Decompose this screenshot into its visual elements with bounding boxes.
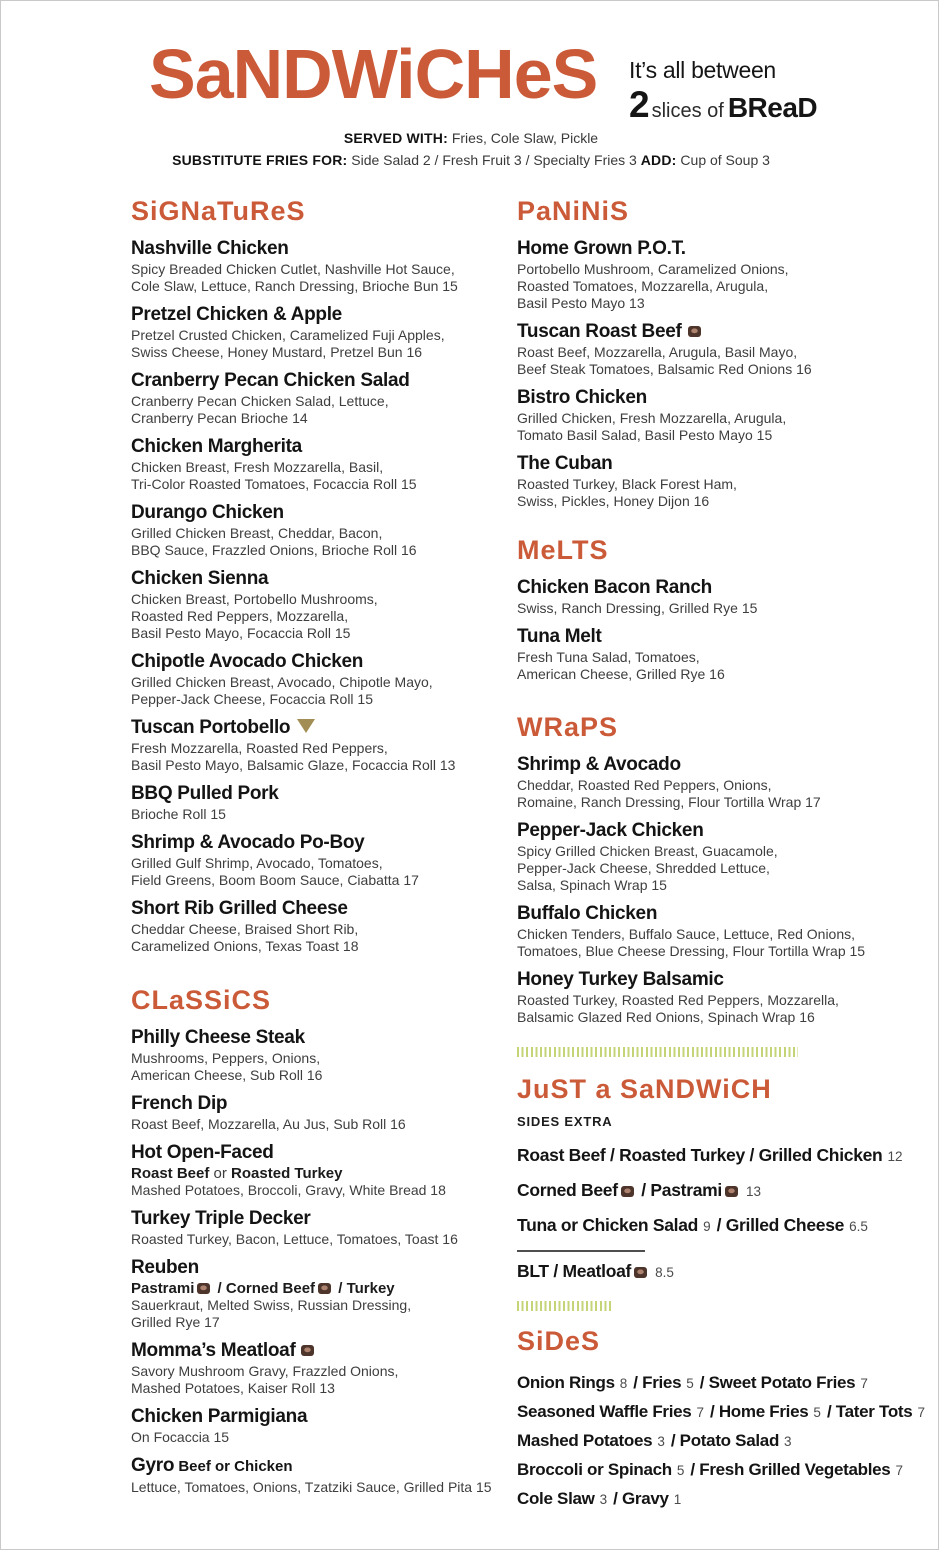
meat-icon bbox=[621, 1186, 634, 1197]
section-title-wraps: WRaPS bbox=[517, 712, 619, 742]
menu-item-name bbox=[131, 1207, 491, 1231]
vegetarian-icon bbox=[297, 719, 315, 733]
tagline-line1: It’s all between bbox=[629, 57, 776, 83]
menu-row bbox=[517, 1180, 939, 1202]
items-list-wraps bbox=[517, 753, 939, 1026]
menu-item-description: Mashed Potatoes, Broccoli, Gravy, White Bread 18 bbox=[131, 1182, 446, 1198]
menu-item-name bbox=[517, 452, 939, 476]
menu-item-title-text: Pretzel Chicken & Apple bbox=[131, 304, 342, 325]
divider-line bbox=[517, 1250, 645, 1252]
items-list-paninis bbox=[517, 237, 939, 510]
menu-item-name bbox=[131, 303, 491, 327]
section-title-signatures: SiGNaTuReS bbox=[131, 196, 306, 226]
served-with-line bbox=[141, 127, 801, 149]
menu-item bbox=[131, 1141, 491, 1199]
menu-row bbox=[517, 1489, 939, 1510]
menu-item-description: Portobello Mushroom, Caramelized Onions, bbox=[517, 261, 789, 277]
row-price: 5 bbox=[813, 1405, 821, 1420]
row-item-name: Seasoned Waffle Fries bbox=[517, 1402, 692, 1421]
menu-item-description: Savory Mushroom Gravy, Frazzled Onions, bbox=[131, 1363, 399, 1379]
menu-item-description: Cranberry Pecan Brioche 14 bbox=[131, 410, 308, 426]
section-title-melts: MeLTS bbox=[517, 535, 609, 565]
menu-item-name bbox=[517, 576, 939, 600]
menu-item-description: Grilled Chicken Breast, Avocado, Chipotle Mayo, bbox=[131, 674, 433, 690]
menu-item-title-text: Chicken Bacon Ranch bbox=[517, 577, 712, 598]
meat-icon bbox=[634, 1267, 647, 1278]
menu-item bbox=[131, 831, 491, 889]
tick-divider bbox=[517, 1047, 798, 1057]
menu-item-subtitle bbox=[131, 1165, 491, 1182]
menu-item bbox=[131, 567, 491, 642]
menu-item bbox=[131, 369, 491, 427]
menu-item bbox=[131, 1454, 491, 1496]
row-item-name: Mashed Potatoes bbox=[517, 1431, 653, 1450]
section-title-just-a-sandwich: JuST a SaNDWiCH bbox=[517, 1074, 772, 1104]
menu-item-name bbox=[517, 753, 939, 777]
menu-item-name bbox=[131, 1141, 491, 1165]
menu-item-title-text: Shrimp & Avocado Po-Boy bbox=[131, 832, 365, 853]
menu-item-description: Field Greens, Boom Boom Sauce, Ciabatta 17 bbox=[131, 872, 419, 888]
menu-item-description: Mushrooms, Peppers, Onions, bbox=[131, 1050, 321, 1066]
menu-item bbox=[517, 386, 939, 444]
menu-item bbox=[517, 452, 939, 510]
menu-item-description: Roasted Turkey, Bacon, Lettuce, Tomatoes, Toast 16 bbox=[131, 1231, 458, 1247]
menu-item bbox=[131, 237, 491, 295]
menu-item-name bbox=[131, 1026, 491, 1050]
menu-item-description: Cranberry Pecan Chicken Salad, Lettuce, bbox=[131, 393, 389, 409]
menu-item-name-extra: Beef or Chicken bbox=[174, 1458, 293, 1475]
row-item-name: / Home Fries bbox=[709, 1402, 809, 1421]
section-melts bbox=[517, 536, 939, 691]
menu-item-description: Brioche Roll 15 bbox=[131, 806, 226, 822]
substitute-label: SUBSTITUTE FRIES FOR: bbox=[172, 152, 348, 168]
menu-item-name bbox=[517, 386, 939, 410]
menu-row bbox=[517, 1373, 939, 1394]
menu-item bbox=[517, 968, 939, 1026]
row-item-name: / Grilled Cheese bbox=[716, 1215, 845, 1235]
row-item-name: Onion Rings bbox=[517, 1373, 615, 1392]
menu-item-title-text: Tuna Melt bbox=[517, 626, 602, 647]
menu-item-title-text: Chipotle Avocado Chicken bbox=[131, 651, 364, 672]
menu-item-description: American Cheese, Sub Roll 16 bbox=[131, 1067, 323, 1083]
menu-item-description: Roasted Red Peppers, Mozzarella, bbox=[131, 608, 349, 624]
menu-item-description: Chicken Breast, Portobello Mushrooms, bbox=[131, 591, 378, 607]
menu-item-name bbox=[517, 625, 939, 649]
row-price: 7 bbox=[696, 1405, 704, 1420]
meat-icon bbox=[688, 326, 701, 337]
section-classics bbox=[131, 986, 491, 1504]
menu-item-description: Mashed Potatoes, Kaiser Roll 13 bbox=[131, 1380, 335, 1396]
menu-item-description: Salsa, Spinach Wrap 15 bbox=[517, 877, 667, 893]
menu-item-title-text: Turkey Triple Decker bbox=[131, 1208, 311, 1229]
menu-item-description: Pretzel Crusted Chicken, Caramelized Fuji Apples, bbox=[131, 327, 445, 343]
menu-item-name bbox=[131, 716, 491, 740]
row-price: 13 bbox=[745, 1184, 761, 1199]
tagline-slices-of: slices of bbox=[651, 100, 724, 122]
menu-item-name bbox=[517, 968, 939, 992]
menu-item-name bbox=[131, 1405, 491, 1429]
menu-item-description: Romaine, Ranch Dressing, Flour Tortilla Wrap 17 bbox=[517, 794, 821, 810]
row-item-name: Corned Beef bbox=[517, 1180, 618, 1200]
subtitle-part: Roasted Turkey bbox=[231, 1165, 343, 1182]
section-sides bbox=[517, 1327, 939, 1518]
menu-item-title-text: Hot Open-Faced bbox=[131, 1142, 274, 1163]
menu-item bbox=[131, 1092, 491, 1133]
menu-item-title-text: Chicken Sienna bbox=[131, 568, 269, 589]
menu-item bbox=[517, 902, 939, 960]
items-list-melts bbox=[517, 576, 939, 683]
row-price: 5 bbox=[676, 1463, 685, 1478]
subtitle-part: Roast Beef bbox=[131, 1165, 210, 1182]
menu-item bbox=[131, 1026, 491, 1084]
menu-item-title-text: Tuscan Portobello bbox=[131, 717, 291, 738]
menu-item-description: Grilled Rye 17 bbox=[131, 1314, 220, 1330]
add-label: ADD: bbox=[640, 152, 677, 168]
menu-item bbox=[517, 819, 939, 894]
menu-item-name bbox=[131, 501, 491, 525]
menu-item-name bbox=[517, 819, 939, 843]
menu-item-description: Tomatoes, Blue Cheese Dressing, Flour Tortilla Wrap 15 bbox=[517, 943, 866, 959]
menu-item-name bbox=[131, 831, 491, 855]
menu-item-title-text: Reuben bbox=[131, 1257, 199, 1278]
row-price: 7 bbox=[895, 1463, 903, 1478]
subtitle-part: Pastrami bbox=[131, 1280, 195, 1297]
menu-item bbox=[517, 753, 939, 811]
row-price: 8 bbox=[619, 1376, 628, 1391]
row-price: 12 bbox=[887, 1149, 903, 1164]
tick-divider bbox=[517, 1301, 613, 1311]
menu-item bbox=[131, 1256, 491, 1331]
menu-row bbox=[517, 1145, 939, 1167]
menu-item-name bbox=[131, 1256, 491, 1280]
menu-item bbox=[131, 650, 491, 708]
row-price: 8.5 bbox=[655, 1265, 674, 1280]
meat-icon bbox=[301, 1345, 314, 1356]
menu-item-title-text: French Dip bbox=[131, 1093, 228, 1114]
meat-icon bbox=[725, 1186, 738, 1197]
menu-item bbox=[131, 501, 491, 559]
section-wraps bbox=[517, 713, 939, 1034]
menu-item-description: Swiss, Pickles, Honey Dijon 16 bbox=[517, 493, 710, 509]
substitute-line bbox=[141, 149, 801, 171]
menu-item-title-text: Pepper-Jack Chicken bbox=[517, 820, 704, 841]
menu-item-name bbox=[131, 897, 491, 921]
subtitle-part: / Turkey bbox=[334, 1280, 395, 1297]
menu-item-description: Tri-Color Roasted Tomatoes, Focaccia Roll 15 bbox=[131, 476, 417, 492]
menu-tagline bbox=[629, 57, 849, 126]
menu-item-description: Grilled Chicken Breast, Cheddar, Bacon, bbox=[131, 525, 383, 541]
section-just-a-sandwich bbox=[517, 1075, 939, 1296]
menu-row bbox=[517, 1215, 939, 1237]
menu-item-description: Grilled Gulf Shrimp, Avocado, Tomatoes, bbox=[131, 855, 383, 871]
substitute-text: Side Salad 2 / Fresh Fruit 3 / Specialty Fries 3 bbox=[351, 152, 637, 168]
menu-item-title-text: Honey Turkey Balsamic bbox=[517, 969, 724, 990]
menu-row bbox=[517, 1460, 939, 1481]
menu-item-description: Cheddar, Roasted Red Peppers, Onions, bbox=[517, 777, 772, 793]
row-price: 3 bbox=[784, 1434, 792, 1449]
menu-item-name bbox=[131, 435, 491, 459]
menu-item-description: Sauerkraut, Melted Swiss, Russian Dressing, bbox=[131, 1297, 412, 1313]
menu-item-description: Basil Pesto Mayo 13 bbox=[517, 295, 645, 311]
row-item-name: Tuna or Chicken Salad bbox=[517, 1215, 699, 1235]
menu-item-description: Cole Slaw, Lettuce, Ranch Dressing, Brioche Bun 15 bbox=[131, 278, 458, 294]
tagline-bread: BReaD bbox=[727, 92, 818, 123]
tagline-line2 bbox=[629, 84, 849, 126]
menu-item-description: Beef Steak Tomatoes, Balsamic Red Onions 16 bbox=[517, 361, 812, 377]
add-text: Cup of Soup 3 bbox=[680, 152, 770, 168]
menu-item bbox=[131, 782, 491, 823]
menu-item-name bbox=[131, 237, 491, 261]
just-a-sandwich-rows bbox=[517, 1145, 939, 1283]
menu-item-title-text: Philly Cheese Steak bbox=[131, 1027, 305, 1048]
menu-item-description: Tomato Basil Salad, Basil Pesto Mayo 15 bbox=[517, 427, 773, 443]
row-price: 5 bbox=[686, 1376, 694, 1391]
row-item-name: / Gravy bbox=[613, 1489, 669, 1508]
menu-item bbox=[131, 897, 491, 955]
menu-item bbox=[517, 320, 939, 378]
row-price: 1 bbox=[673, 1492, 682, 1507]
row-price: 6.5 bbox=[849, 1219, 868, 1234]
menu-item bbox=[517, 625, 939, 683]
menu-row bbox=[517, 1402, 939, 1423]
menu-item-name bbox=[131, 782, 491, 806]
row-item-name: / Fries bbox=[633, 1373, 682, 1392]
menu-item-name bbox=[517, 320, 939, 344]
menu-item-description: Spicy Grilled Chicken Breast, Guacamole, bbox=[517, 843, 778, 859]
menu-item-title-text: Home Grown P.O.T. bbox=[517, 238, 686, 259]
menu-item-name bbox=[131, 1339, 491, 1363]
menu-item-description: On Focaccia 15 bbox=[131, 1429, 230, 1445]
menu-row bbox=[517, 1261, 939, 1283]
items-list-classics bbox=[131, 1026, 491, 1496]
menu-item-name bbox=[131, 369, 491, 393]
row-item-name: / Tater Tots bbox=[826, 1402, 913, 1421]
menu-item-name bbox=[517, 902, 939, 926]
served-with-text: Fries, Cole Slaw, Pickle bbox=[451, 130, 599, 146]
menu-item-title-text: Buffalo Chicken bbox=[517, 903, 658, 924]
menu-item-description: Basil Pesto Mayo, Balsamic Glaze, Focaccia Roll 13 bbox=[131, 757, 456, 773]
menu-item-description: Swiss, Ranch Dressing, Grilled Rye 15 bbox=[517, 600, 758, 616]
menu-item bbox=[131, 1405, 491, 1446]
menu-item-title-text: Short Rib Grilled Cheese bbox=[131, 898, 348, 919]
row-item-name: Cole Slaw bbox=[517, 1489, 595, 1508]
served-with-label: SERVED WITH: bbox=[343, 130, 448, 146]
menu-item-title-text: Tuscan Roast Beef bbox=[517, 321, 682, 342]
menu-item-description: Spicy Breaded Chicken Cutlet, Nashville Hot Sauce, bbox=[131, 261, 455, 277]
menu-item bbox=[131, 435, 491, 493]
menu-item-description: Swiss Cheese, Honey Mustard, Pretzel Bun 16 bbox=[131, 344, 423, 360]
menu-item-description: Pepper-Jack Cheese, Shredded Lettuce, bbox=[517, 860, 770, 876]
meat-icon bbox=[318, 1283, 331, 1294]
row-item-name: / Fresh Grilled Vegetables bbox=[690, 1460, 891, 1479]
menu-item-name bbox=[131, 650, 491, 674]
menu-item-title-text: Durango Chicken bbox=[131, 502, 284, 523]
menu-item-description: Roasted Tomatoes, Mozzarella, Arugula, bbox=[517, 278, 769, 294]
menu-row bbox=[517, 1431, 939, 1452]
row-price: 3 bbox=[657, 1434, 665, 1449]
sides-rows bbox=[517, 1373, 939, 1510]
menu-item-description: American Cheese, Grilled Rye 16 bbox=[517, 666, 725, 682]
menu-item bbox=[131, 303, 491, 361]
menu-item-description: Caramelized Onions, Texas Toast 18 bbox=[131, 938, 359, 954]
menu-item-description: Fresh Mozzarella, Roasted Red Peppers, bbox=[131, 740, 388, 756]
menu-item-title-text: Momma’s Meatloaf bbox=[131, 1340, 296, 1361]
menu-item-description: Cheddar Cheese, Braised Short Rib, bbox=[131, 921, 359, 937]
sides-extra-note: SIDES EXTRA bbox=[517, 1114, 613, 1129]
row-price: 7 bbox=[917, 1405, 925, 1420]
section-paninis bbox=[517, 197, 939, 518]
menu-item bbox=[517, 237, 939, 312]
menu-item-title-text: Cranberry Pecan Chicken Salad bbox=[131, 370, 410, 391]
menu-item-description: Basil Pesto Mayo, Focaccia Roll 15 bbox=[131, 625, 351, 641]
section-signatures bbox=[131, 197, 491, 963]
menu-item-title-text: Chicken Parmigiana bbox=[131, 1406, 308, 1427]
menu-item-description: Roasted Turkey, Black Forest Ham, bbox=[517, 476, 737, 492]
menu-item-description: Pepper-Jack Cheese, Focaccia Roll 15 bbox=[131, 691, 374, 707]
row-price: 9 bbox=[703, 1219, 711, 1234]
menu-item-name bbox=[131, 1454, 491, 1479]
menu-item bbox=[131, 1339, 491, 1397]
menu-item-title-text: Chicken Margherita bbox=[131, 436, 302, 457]
menu-item-description: Fresh Tuna Salad, Tomatoes, bbox=[517, 649, 700, 665]
row-item-name: / Sweet Potato Fries bbox=[699, 1373, 856, 1392]
section-title-paninis: PaNiNiS bbox=[517, 196, 630, 226]
served-with-info bbox=[141, 127, 801, 171]
menu-item-description: Roast Beef, Mozzarella, Arugula, Basil Mayo, bbox=[517, 344, 798, 360]
menu-item-description: Roasted Turkey, Roasted Red Peppers, Mozzarella, bbox=[517, 992, 839, 1008]
menu-item-subtitle bbox=[131, 1280, 491, 1297]
subtitle-part: / Corned Beef bbox=[213, 1280, 316, 1297]
menu-item-title-text: Bistro Chicken bbox=[517, 387, 647, 408]
row-item-name: / Potato Salad bbox=[670, 1431, 780, 1450]
menu-title: SaNDWiCHeS bbox=[149, 35, 598, 113]
menu-item-title-text: BBQ Pulled Pork bbox=[131, 783, 279, 804]
menu-item-description: Lettuce, Tomatoes, Onions, Tzatziki Sauce, Grilled Pita 15 bbox=[131, 1479, 492, 1495]
menu-item bbox=[131, 1207, 491, 1248]
row-item-name: / Pastrami bbox=[636, 1180, 722, 1200]
row-price: 3 bbox=[599, 1492, 608, 1507]
row-item-name: Roast Beef / Roasted Turkey / Grilled Chicken bbox=[517, 1145, 883, 1165]
menu-item-description: Chicken Tenders, Buffalo Sauce, Lettuce, Red Onions, bbox=[517, 926, 856, 942]
section-title-sides: SiDeS bbox=[517, 1326, 601, 1356]
menu-item-description: Balsamic Glazed Red Onions, Spinach Wrap 16 bbox=[517, 1009, 815, 1025]
menu-item-name bbox=[131, 1092, 491, 1116]
meat-icon bbox=[197, 1283, 210, 1294]
subtitle-part: or bbox=[209, 1165, 232, 1182]
section-title-classics: CLaSSiCS bbox=[131, 985, 272, 1015]
menu-item-name bbox=[131, 567, 491, 591]
menu-item-description: Grilled Chicken, Fresh Mozzarella, Arugula, bbox=[517, 410, 787, 426]
menu-item-description: Chicken Breast, Fresh Mozzarella, Basil, bbox=[131, 459, 384, 475]
items-list-signatures bbox=[131, 237, 491, 955]
menu-item-description: BBQ Sauce, Frazzled Onions, Brioche Roll 16 bbox=[131, 542, 417, 558]
row-item-name: BLT / Meatloaf bbox=[517, 1261, 632, 1281]
menu-item-description: Roast Beef, Mozzarella, Au Jus, Sub Roll 16 bbox=[131, 1116, 406, 1132]
row-price: 7 bbox=[860, 1376, 868, 1391]
menu-item-title-text: Shrimp & Avocado bbox=[517, 754, 681, 775]
row-item-name: Broccoli or Spinach bbox=[517, 1460, 672, 1479]
menu-item-title-text: Gyro bbox=[131, 1455, 175, 1476]
menu-item bbox=[517, 576, 939, 617]
menu-item bbox=[131, 716, 491, 774]
tagline-number-2: 2 bbox=[629, 84, 650, 125]
menu-item-title-text: The Cuban bbox=[517, 453, 613, 474]
menu-item-title-text: Nashville Chicken bbox=[131, 238, 289, 259]
menu-item-name bbox=[517, 237, 939, 261]
